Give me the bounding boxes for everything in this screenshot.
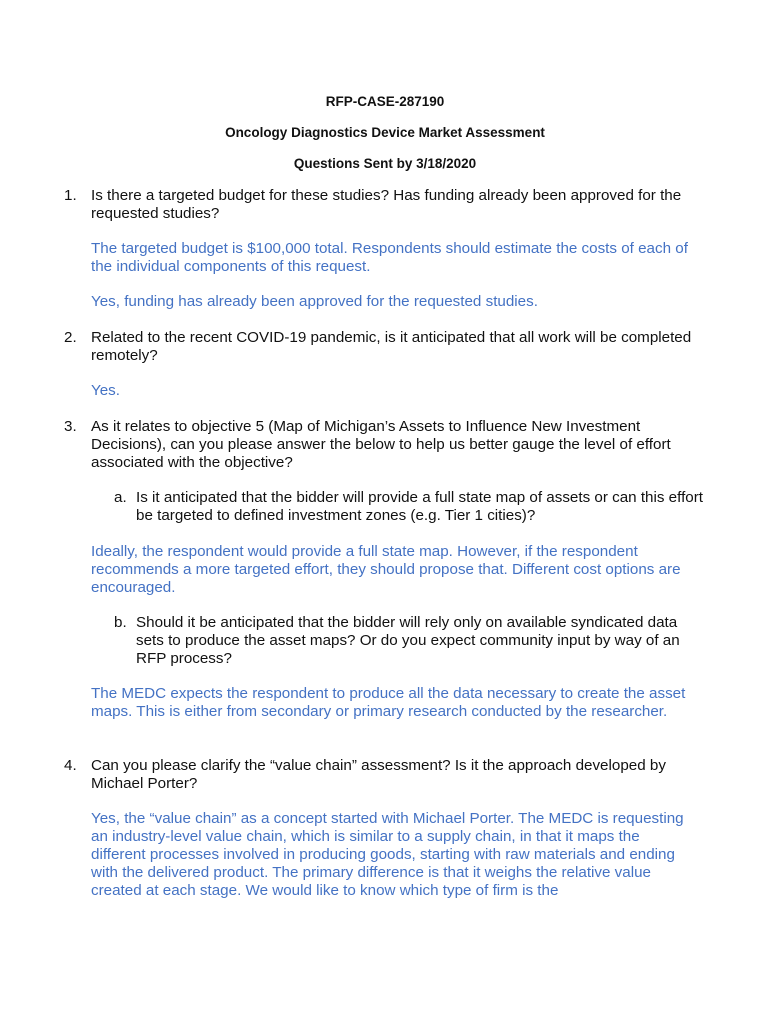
answer-2: Yes.	[91, 382, 120, 399]
question-number: 4.	[64, 757, 77, 774]
question-number: 3.	[64, 418, 77, 435]
question-number: 2.	[64, 329, 77, 346]
answer-3b: The MEDC expects the respondent to produce all the data necessary to create the asset maps. This is either from secondary or primary research conducted by the researcher.	[91, 685, 686, 720]
answer-4: Yes, the “value chain” as a concept started with Michael Porter. The MEDC is requesting an industry-level value chain, which is similar to a supply chain, in that it maps the different processes involved in producing goods, starting with raw materials and ending with the delivered product. The primary difference is that it weighs the relative value created at each stage. We would like to know which type of firm is the	[91, 810, 684, 899]
subquestion-letter: a.	[114, 489, 127, 506]
question-text: Is there a targeted budget for these studies? Has funding already been approved for the requested studies?	[91, 187, 682, 222]
subquestion-3b	[114, 614, 704, 668]
question-number: 1.	[64, 187, 77, 204]
answer-3a: Ideally, the respondent would provide a full state map. However, if the respondent recommends a more targeted effort, they should propose that. Different cost options are encouraged.	[91, 543, 681, 596]
question-3	[64, 418, 704, 472]
question-text: As it relates to objective 5 (Map of Michigan’s Assets to Influence New Investment Decisions), can you please answer the below to help us better gauge the level of effort associated with the objective?	[91, 418, 671, 471]
answer-1b: Yes, funding has already been approved for the requested studies.	[91, 293, 538, 310]
case-id-heading: RFP-CASE-287190	[325, 94, 445, 109]
question-text: Related to the recent COVID-19 pandemic, is it anticipated that all work will be completed remotely?	[91, 329, 692, 364]
subquestion-letter: b.	[114, 614, 127, 631]
subquestion-text: Is it anticipated that the bidder will provide a full state map of assets or can this effort be targeted to defined investment zones (e.g. Tier 1 cities)?	[136, 489, 704, 524]
answer-1a: The targeted budget is $100,000 total. Respondents should estimate the costs of each of the individual components of this request.	[91, 240, 688, 275]
question-text: Can you please clarify the “value chain” assessment? Is it the approach developed by Michael Porter?	[91, 757, 666, 792]
document-title: Oncology Diagnostics Device Market Assessment	[225, 125, 545, 140]
question-1	[64, 187, 704, 223]
subquestion-text: Should it be anticipated that the bidder will rely only on available syndicated data sets to produce the asset maps? Or do you expect community input by way of an RFP process?	[136, 614, 680, 667]
question-4	[64, 757, 704, 793]
subquestion-3a	[114, 489, 704, 525]
document-subtitle: Questions Sent by 3/18/2020	[293, 156, 477, 171]
question-2	[64, 329, 704, 365]
